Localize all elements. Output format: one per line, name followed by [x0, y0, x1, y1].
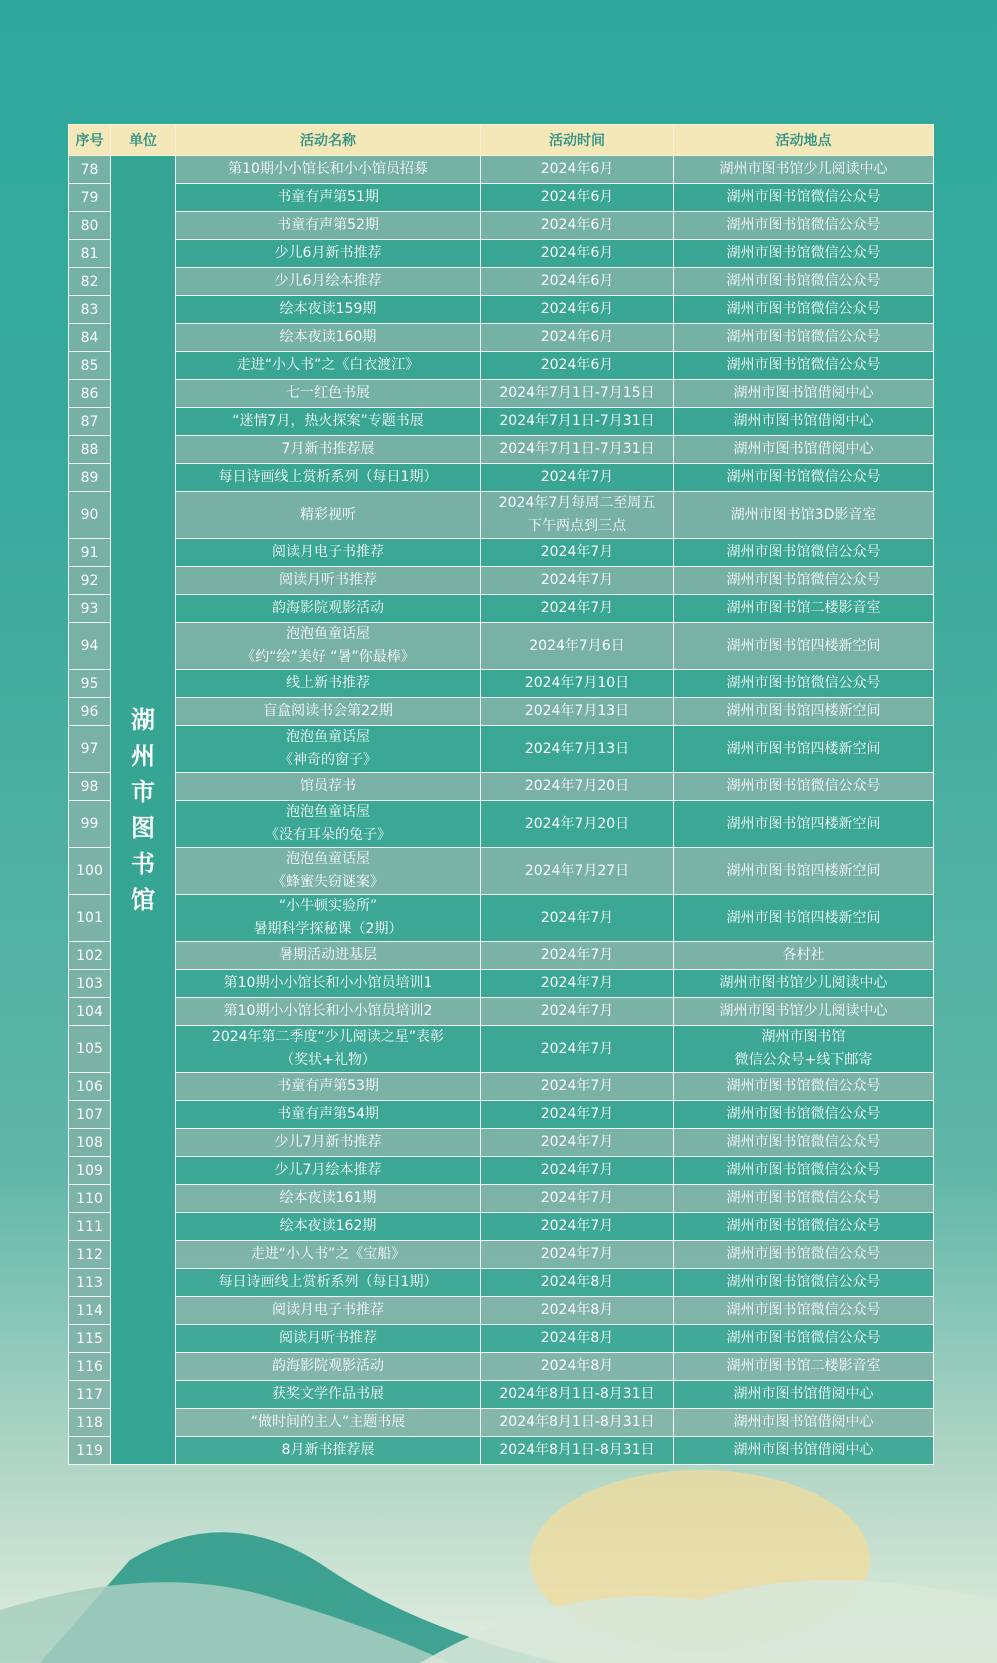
activity-time: 2024年7月1日-7月31日 — [481, 408, 674, 436]
activity-name: “迷情7月，热火探案”专题书展 — [176, 408, 481, 436]
activity-place: 湖州市图书馆微信公众号 — [674, 324, 934, 352]
activity-name: “做时间的主人”主题书展 — [176, 1409, 481, 1437]
row-number: 102 — [69, 942, 111, 970]
table-row — [69, 436, 934, 464]
activity-time: 2024年7月 — [481, 1129, 674, 1157]
table-row — [69, 1073, 934, 1101]
table-row — [69, 1213, 934, 1241]
row-number: 94 — [69, 623, 111, 670]
table-row — [69, 492, 934, 539]
table-row — [69, 567, 934, 595]
activity-time: 2024年7月 — [481, 1185, 674, 1213]
activity-name: 绘本夜读159期 — [176, 296, 481, 324]
activity-name: 走进“小人书”之《宝船》 — [176, 1241, 481, 1269]
activity-time: 2024年7月27日 — [481, 848, 674, 895]
activity-time: 2024年7月 — [481, 1073, 674, 1101]
activity-name: “小牛顿实验所” 暑期科学探秘课（2期） — [176, 895, 481, 942]
activity-name: 第10期小小馆长和小小馆员培训2 — [176, 998, 481, 1026]
activity-place: 湖州市图书馆借阅中心 — [674, 436, 934, 464]
activity-place: 湖州市图书馆3D影音室 — [674, 492, 934, 539]
table-row — [69, 848, 934, 895]
activity-table-container — [68, 124, 933, 1465]
unit-cell — [111, 156, 176, 1465]
activity-place: 湖州市图书馆微信公众号 — [674, 567, 934, 595]
table-row — [69, 998, 934, 1026]
activity-name: 阅读月电子书推荐 — [176, 539, 481, 567]
row-number: 97 — [69, 726, 111, 773]
row-number: 109 — [69, 1157, 111, 1185]
activity-name: 7月新书推荐展 — [176, 436, 481, 464]
activity-place: 湖州市图书馆二楼影音室 — [674, 595, 934, 623]
activity-name: 线上新书推荐 — [176, 670, 481, 698]
activity-time: 2024年7月 — [481, 942, 674, 970]
activity-name: 绘本夜读162期 — [176, 1213, 481, 1241]
activity-time: 2024年7月1日-7月15日 — [481, 380, 674, 408]
activity-place: 湖州市图书馆四楼新空间 — [674, 895, 934, 942]
activity-place: 湖州市图书馆微信公众号 — [674, 670, 934, 698]
table-row — [69, 942, 934, 970]
row-number: 107 — [69, 1101, 111, 1129]
activity-place: 湖州市图书馆少儿阅读中心 — [674, 998, 934, 1026]
activity-place: 湖州市图书馆微信公众号 — [674, 240, 934, 268]
row-number: 101 — [69, 895, 111, 942]
activity-name: 书童有声第52期 — [176, 212, 481, 240]
table-row — [69, 1026, 934, 1073]
activity-time: 2024年8月 — [481, 1297, 674, 1325]
activity-name: 阅读月电子书推荐 — [176, 1297, 481, 1325]
activity-place: 湖州市图书馆微信公众号 — [674, 352, 934, 380]
activity-place: 湖州市图书馆微信公众号 — [674, 1269, 934, 1297]
activity-name: 暑期活动进基层 — [176, 942, 481, 970]
table-row — [69, 352, 934, 380]
activity-place: 湖州市图书馆少儿阅读中心 — [674, 970, 934, 998]
row-number: 118 — [69, 1409, 111, 1437]
activity-time: 2024年7月 — [481, 464, 674, 492]
activity-time: 2024年8月1日-8月31日 — [481, 1437, 674, 1465]
table-row — [69, 1325, 934, 1353]
activity-name: 韵海影院观影活动 — [176, 1353, 481, 1381]
activity-place: 湖州市图书馆微信公众号 — [674, 1157, 934, 1185]
table-row — [69, 1297, 934, 1325]
activity-name: 七一红色书展 — [176, 380, 481, 408]
table-row — [69, 1241, 934, 1269]
row-number: 106 — [69, 1073, 111, 1101]
activity-time: 2024年6月 — [481, 240, 674, 268]
activity-name: 阅读月听书推荐 — [176, 1325, 481, 1353]
table-row — [69, 296, 934, 324]
header-time: 活动时间 — [481, 125, 674, 156]
row-number: 90 — [69, 492, 111, 539]
activity-place: 湖州市图书馆借阅中心 — [674, 1381, 934, 1409]
activity-time: 2024年7月 — [481, 567, 674, 595]
activity-place: 湖州市图书馆微信公众号 — [674, 464, 934, 492]
row-number: 91 — [69, 539, 111, 567]
row-number: 78 — [69, 156, 111, 184]
activity-place: 湖州市图书馆少儿阅读中心 — [674, 156, 934, 184]
activity-place: 湖州市图书馆微信公众号 — [674, 1297, 934, 1325]
table-row — [69, 1381, 934, 1409]
activity-name: 少儿6月绘本推荐 — [176, 268, 481, 296]
row-number: 83 — [69, 296, 111, 324]
activity-name: 泡泡鱼童话屋 《没有耳朵的兔子》 — [176, 801, 481, 848]
activity-name: 第10期小小馆长和小小馆员培训1 — [176, 970, 481, 998]
activity-time: 2024年7月10日 — [481, 670, 674, 698]
row-number: 116 — [69, 1353, 111, 1381]
row-number: 119 — [69, 1437, 111, 1465]
table-row — [69, 1185, 934, 1213]
activity-place: 湖州市图书馆借阅中心 — [674, 408, 934, 436]
activity-place: 湖州市图书馆微信公众号 — [674, 268, 934, 296]
row-number: 117 — [69, 1381, 111, 1409]
activity-time: 2024年7月13日 — [481, 698, 674, 726]
table-row — [69, 698, 934, 726]
activity-place: 湖州市图书馆微信公众号 — [674, 1241, 934, 1269]
row-number: 86 — [69, 380, 111, 408]
activity-time: 2024年6月 — [481, 296, 674, 324]
row-number: 87 — [69, 408, 111, 436]
table-row — [69, 240, 934, 268]
activity-place: 湖州市图书馆借阅中心 — [674, 1437, 934, 1465]
activity-place: 湖州市图书馆借阅中心 — [674, 380, 934, 408]
table-header-row — [69, 125, 934, 156]
activity-name: 盲盒阅读书会第22期 — [176, 698, 481, 726]
row-number: 95 — [69, 670, 111, 698]
activity-time: 2024年8月1日-8月31日 — [481, 1409, 674, 1437]
table-row — [69, 156, 934, 184]
activity-time: 2024年7月6日 — [481, 623, 674, 670]
row-number: 80 — [69, 212, 111, 240]
activity-time: 2024年8月 — [481, 1269, 674, 1297]
activity-time: 2024年6月 — [481, 156, 674, 184]
activity-name: 书童有声第51期 — [176, 184, 481, 212]
table-row — [69, 1157, 934, 1185]
row-number: 110 — [69, 1185, 111, 1213]
activity-place: 湖州市图书馆微信公众号 — [674, 212, 934, 240]
table-row — [69, 268, 934, 296]
activity-place: 湖州市图书馆微信公众号 — [674, 184, 934, 212]
activity-name: 2024年第二季度“少儿阅读之星”表彰 （奖状+礼物） — [176, 1026, 481, 1073]
activity-time: 2024年7月 — [481, 595, 674, 623]
activity-name: 韵海影院观影活动 — [176, 595, 481, 623]
table-row — [69, 623, 934, 670]
activity-name: 馆员荐书 — [176, 773, 481, 801]
activity-place: 湖州市图书馆四楼新空间 — [674, 698, 934, 726]
activity-name: 书童有声第53期 — [176, 1073, 481, 1101]
row-number: 114 — [69, 1297, 111, 1325]
row-number: 92 — [69, 567, 111, 595]
activity-name: 少儿7月新书推荐 — [176, 1129, 481, 1157]
table-row — [69, 464, 934, 492]
activity-time: 2024年6月 — [481, 268, 674, 296]
row-number: 112 — [69, 1241, 111, 1269]
table-row — [69, 1129, 934, 1157]
activity-place: 湖州市图书馆微信公众号 — [674, 1185, 934, 1213]
table-row — [69, 970, 934, 998]
activity-time: 2024年7月20日 — [481, 773, 674, 801]
activity-name: 获奖文学作品书展 — [176, 1381, 481, 1409]
activity-place: 各村社 — [674, 942, 934, 970]
header-place: 活动地点 — [674, 125, 934, 156]
activity-place: 湖州市图书馆微信公众号 — [674, 773, 934, 801]
activity-time: 2024年8月1日-8月31日 — [481, 1381, 674, 1409]
activity-place: 湖州市图书馆四楼新空间 — [674, 801, 934, 848]
row-number: 99 — [69, 801, 111, 848]
activity-time: 2024年8月 — [481, 1353, 674, 1381]
activity-name: 书童有声第54期 — [176, 1101, 481, 1129]
activity-name: 走进“小人书”之《白衣渡江》 — [176, 352, 481, 380]
header-name: 活动名称 — [176, 125, 481, 156]
activity-place: 湖州市图书馆微信公众号 — [674, 1325, 934, 1353]
table-row — [69, 670, 934, 698]
activity-name: 泡泡鱼童话屋 《约“绘”美好 “暑”你最棒》 — [176, 623, 481, 670]
activity-place: 湖州市图书馆微信公众号 — [674, 539, 934, 567]
row-number: 89 — [69, 464, 111, 492]
table-row — [69, 324, 934, 352]
activity-time: 2024年7月 — [481, 998, 674, 1026]
activity-name: 每日诗画线上赏析系列（每日1期） — [176, 464, 481, 492]
activity-place: 湖州市图书馆四楼新空间 — [674, 623, 934, 670]
row-number: 100 — [69, 848, 111, 895]
activity-time: 2024年7月 — [481, 1157, 674, 1185]
activity-name: 精彩视听 — [176, 492, 481, 539]
activity-name: 泡泡鱼童话屋 《神奇的窗子》 — [176, 726, 481, 773]
activity-place: 湖州市图书馆二楼影音室 — [674, 1353, 934, 1381]
row-number: 82 — [69, 268, 111, 296]
table-row — [69, 801, 934, 848]
activity-time: 2024年7月 — [481, 539, 674, 567]
activity-time: 2024年7月 — [481, 1241, 674, 1269]
activity-name: 少儿7月绘本推荐 — [176, 1157, 481, 1185]
row-number: 108 — [69, 1129, 111, 1157]
row-number: 104 — [69, 998, 111, 1026]
table-row — [69, 1409, 934, 1437]
row-number: 115 — [69, 1325, 111, 1353]
activity-name: 泡泡鱼童话屋 《蜂蜜失窃谜案》 — [176, 848, 481, 895]
activity-place: 湖州市图书馆微信公众号 — [674, 296, 934, 324]
activity-time: 2024年6月 — [481, 324, 674, 352]
activity-place: 湖州市图书馆四楼新空间 — [674, 848, 934, 895]
row-number: 105 — [69, 1026, 111, 1073]
activity-place: 湖州市图书馆微信公众号 — [674, 1101, 934, 1129]
table-row — [69, 895, 934, 942]
row-number: 103 — [69, 970, 111, 998]
activity-time: 2024年7月13日 — [481, 726, 674, 773]
row-number: 81 — [69, 240, 111, 268]
table-row — [69, 1269, 934, 1297]
header-unit: 单位 — [111, 125, 176, 156]
row-number: 79 — [69, 184, 111, 212]
activity-place: 湖州市图书馆四楼新空间 — [674, 726, 934, 773]
activity-table — [68, 124, 934, 1465]
table-row — [69, 1101, 934, 1129]
activity-time: 2024年6月 — [481, 184, 674, 212]
row-number: 84 — [69, 324, 111, 352]
table-row — [69, 380, 934, 408]
row-number: 93 — [69, 595, 111, 623]
activity-place: 湖州市图书馆微信公众号 — [674, 1213, 934, 1241]
row-number: 113 — [69, 1269, 111, 1297]
activity-place: 湖州市图书馆借阅中心 — [674, 1409, 934, 1437]
unit-name: 湖州市图书馆 — [131, 706, 155, 914]
activity-name: 少儿6月新书推荐 — [176, 240, 481, 268]
activity-time: 2024年7月1日-7月31日 — [481, 436, 674, 464]
activity-name: 绘本夜读160期 — [176, 324, 481, 352]
row-number: 96 — [69, 698, 111, 726]
activity-time: 2024年8月 — [481, 1325, 674, 1353]
row-number: 88 — [69, 436, 111, 464]
header-seq: 序号 — [69, 125, 111, 156]
row-number: 98 — [69, 773, 111, 801]
table-row — [69, 726, 934, 773]
activity-time: 2024年6月 — [481, 352, 674, 380]
activity-name: 第10期小小馆长和小小馆员招募 — [176, 156, 481, 184]
table-row — [69, 1353, 934, 1381]
activity-time: 2024年6月 — [481, 212, 674, 240]
table-row — [69, 212, 934, 240]
table-row — [69, 408, 934, 436]
activity-name: 8月新书推荐展 — [176, 1437, 481, 1465]
activity-place: 湖州市图书馆微信公众号 — [674, 1073, 934, 1101]
table-row — [69, 595, 934, 623]
table-row — [69, 184, 934, 212]
table-body — [69, 156, 934, 1465]
activity-place: 湖州市图书馆微信公众号 — [674, 1129, 934, 1157]
table-row — [69, 1437, 934, 1465]
activity-name: 每日诗画线上赏析系列（每日1期） — [176, 1269, 481, 1297]
activity-time: 2024年7月 — [481, 1213, 674, 1241]
table-row — [69, 539, 934, 567]
table-row — [69, 773, 934, 801]
activity-time: 2024年7月每周二至周五 下午两点到三点 — [481, 492, 674, 539]
activity-name: 阅读月听书推荐 — [176, 567, 481, 595]
activity-time: 2024年7月20日 — [481, 801, 674, 848]
activity-time: 2024年7月 — [481, 970, 674, 998]
row-number: 111 — [69, 1213, 111, 1241]
activity-name: 绘本夜读161期 — [176, 1185, 481, 1213]
activity-time: 2024年7月 — [481, 1101, 674, 1129]
row-number: 85 — [69, 352, 111, 380]
activity-time: 2024年7月 — [481, 895, 674, 942]
activity-time: 2024年7月 — [481, 1026, 674, 1073]
activity-place: 湖州市图书馆 微信公众号+线下邮寄 — [674, 1026, 934, 1073]
